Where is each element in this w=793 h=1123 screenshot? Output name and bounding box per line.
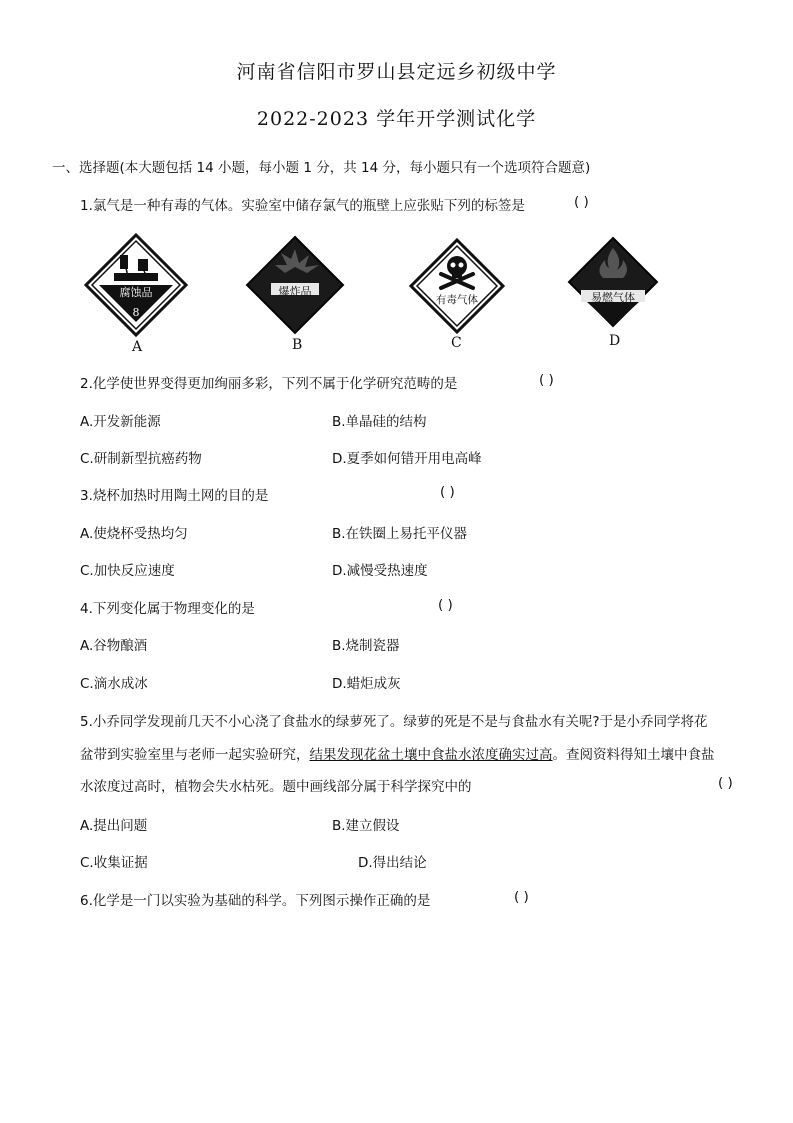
hazard-sign-explosive [245,235,345,335]
question-5-line-2 [80,743,715,763]
question-2-option-b: B.单晶硅的结构 [332,414,427,430]
question-3-option-b: B.在铁圈上易托平仪器 [332,526,468,542]
flame-icon [567,236,659,328]
question-5-option-d: D.得出结论 [358,855,427,871]
document-title: 河南省信阳市罗山县定远乡初级中学 [236,61,557,83]
question-4-answer-blank: ( ) [438,597,453,613]
sign-b-text: 爆炸品 [278,285,312,298]
option-letter-b: B [292,337,303,353]
option-letter-d: D [609,333,621,349]
question-6-stem: 6.化学是一门以实验为基础的科学。下列图示操作正确的是 [80,893,431,909]
question-5-option-a: A.提出问题 [80,818,148,834]
question-1-stem: 1.氯气是一种有毒的气体。实验室中储存氯气的瓶壁上应张贴下列的标签是 [80,198,525,214]
question-3-option-a: A.使烧杯受热均匀 [80,526,188,542]
question-3-option-c: C.加快反应速度 [80,563,175,579]
sign-d-text: 易燃气体 [591,291,635,304]
question-3-stem: 3.烧杯加热时用陶土网的目的是 [80,488,269,504]
question-5-option-c: C.收集证据 [80,855,148,871]
question-5-option-b: B.建立假设 [332,818,400,834]
question-4-option-c: C.滴水成冰 [80,676,148,692]
question-4-stem: 4.下列变化属于物理变化的是 [80,601,255,617]
sign-c-text: 有毒气体 [436,294,478,306]
hazard-sign-flammable-gas [567,236,659,328]
question-2-option-a: A.开发新能源 [80,414,161,430]
question-2-option-d: D.夏季如何错开用电高峰 [332,451,482,467]
option-letter-a: A [132,339,143,355]
hazard-sign-corrosive [84,233,188,337]
option-letter-c: C [451,335,462,351]
question-2-option-c: C.研制新型抗癌药物 [80,451,202,467]
question-4-option-b: B.烧制瓷器 [332,638,400,654]
question-1-answer-blank: ( ) [574,194,589,210]
question-5-line-1: 5.小乔同学发现前几天不小心浇了食盐水的绿萝死了。绿萝的死是不是与食盐水有关呢?于是小乔同学将花 [80,714,708,730]
question-3-answer-blank: ( ) [440,484,455,500]
question-4-option-a: A.谷物酿酒 [80,638,148,654]
hazard-sign-toxic-gas [409,238,505,334]
question-5-line-3: 水浓度过高时，植物会失水枯死。题中画线部分属于科学探究中的 [80,779,472,795]
question-5-answer-blank: ( ) [718,775,733,791]
skull-crossbones-icon [409,238,505,334]
question-5-line-2-end: 。查阅资料得知土壤中食盐 [552,747,715,763]
question-2-answer-blank: ( ) [539,372,554,388]
question-2-stem: 2.化学使世界变得更加绚丽多彩，下列不属于化学研究范畴的是 [80,376,458,392]
question-5-line-2-start: 盆带到实验室里与老师一起实验研究， [80,747,310,763]
question-4-option-d: D.蜡炬成灰 [332,676,401,692]
sign-a-text: 腐蚀品 [119,286,153,299]
question-6-answer-blank: ( ) [514,889,529,905]
section-heading: 一、选择题(本大题包括 14 小题，每小题 1 分，共 14 分，每小题只有一个选项符合题意) [52,160,591,176]
document-subtitle: 2022-2023 学年开学测试化学 [256,108,537,130]
question-5-underlined-text: 结果发现花盆土壤中食盐水浓度确实过高 [309,747,553,763]
question-3-option-d: D.减慢受热速度 [332,563,428,579]
sign-a-number: 8 [132,306,140,319]
